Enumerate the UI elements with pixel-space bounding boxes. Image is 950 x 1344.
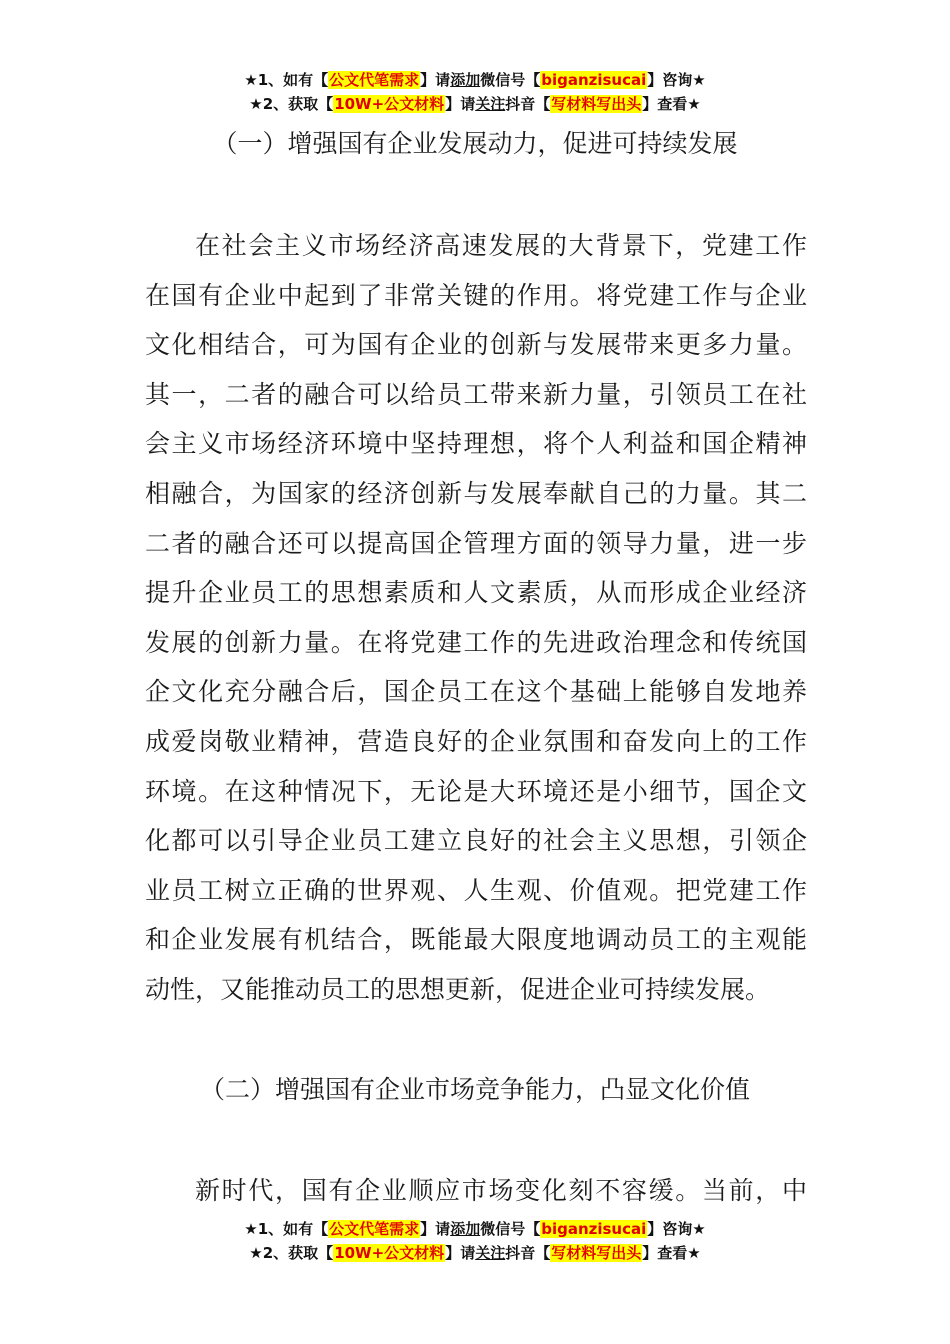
paragraph-line: 发展的创新力量。在将党建工作的先进政治理念和传统国	[145, 627, 807, 657]
promo-highlight: 10W+公文材料	[334, 95, 445, 113]
promo-highlight: 公文代笔需求	[329, 71, 420, 89]
paragraph-line: 其一，二者的融合可以给员工带来新力量，引领员工在社	[145, 379, 807, 409]
promo-text: 微信号【	[480, 1220, 541, 1238]
paragraph-line: 业员工树立正确的世界观、人生观、价值观。把党建工作	[145, 875, 807, 905]
promo-line-2	[0, 92, 950, 116]
promo-text: 】查看★	[642, 95, 701, 113]
promo-text: 】请	[445, 95, 476, 113]
promo-text: 微信号【	[480, 71, 541, 89]
promo-underlined: 关注	[475, 95, 506, 113]
promo-text: 】请	[420, 1220, 451, 1238]
promo-underlined: 添加	[450, 71, 481, 89]
paragraph-line: 在国有企业中起到了非常关键的作用。将党建工作与企业	[145, 280, 807, 310]
promo-text: 】请	[445, 1244, 476, 1262]
promo-wechat-id: biganzisucai	[541, 71, 647, 89]
promo-text: 】查看★	[642, 1244, 701, 1262]
paragraph-line: 新时代，国有企业顺应市场变化刻不容缓。当前，中	[195, 1176, 807, 1205]
promo-douyin-id: 写材料写出头	[551, 1244, 642, 1262]
paragraph-line: 会主义市场经济环境中坚持理想，将个人利益和国企精神	[145, 429, 807, 459]
paragraph-line: 文化相结合，可为国有企业的创新与发展带来更多力量。	[145, 330, 807, 360]
promo-line-1	[0, 1217, 950, 1241]
promo-highlight: 10W+公文材料	[334, 1244, 445, 1262]
paragraph-line: 成爱岗敬业精神，营造良好的企业氛围和奋发向上的工作	[145, 726, 807, 756]
paragraph-1	[145, 221, 807, 1015]
paragraph-line: 动性，又能推动员工的思想更新，促进企业可持续发展。	[145, 974, 771, 1004]
promo-text: 抖音【	[505, 95, 551, 113]
promo-text: ★1、如有【	[244, 71, 329, 89]
paragraph-line: 在社会主义市场经济高速发展的大背景下，党建工作	[195, 231, 807, 260]
section-heading-1: （一）增强国有企业发展动力，促进可持续发展	[212, 129, 738, 158]
promo-text: ★2、获取【	[249, 1244, 334, 1262]
promo-line-2	[0, 1241, 950, 1265]
promo-underlined: 添加	[450, 1220, 481, 1238]
paragraph-line: 环境。在这种情况下，无论是大环境还是小细节，国企文	[145, 776, 807, 806]
promo-line-1	[0, 68, 950, 92]
promo-text: ★2、获取【	[249, 95, 334, 113]
promo-text: 抖音【	[505, 1244, 551, 1262]
promo-highlight: 公文代笔需求	[329, 1220, 420, 1238]
paragraph-line: 化都可以引导企业员工建立良好的社会主义思想，引领企	[145, 826, 807, 856]
paragraph-line: 提升企业员工的思想素质和人文素质，从而形成企业经济	[145, 578, 807, 608]
paragraph-2	[145, 1166, 807, 1216]
paragraph-line: 二者的融合还可以提高国企管理方面的领导力量，进一步	[145, 528, 807, 558]
promo-underlined: 关注	[475, 1244, 506, 1262]
promo-text: 】请	[420, 71, 451, 89]
paragraph-line: 相融合，为国家的经济创新与发展奉献自己的力量。其二	[145, 478, 807, 508]
promo-banner-top	[0, 68, 950, 116]
paragraph-line: 企文化充分融合后，国企员工在这个基础上能够自发地养	[145, 677, 807, 707]
promo-text: 】咨询★	[647, 71, 706, 89]
promo-text: ★1、如有【	[244, 1220, 329, 1238]
section-heading-2: （二）增强国有企业市场竞争能力，凸显文化价值	[199, 1075, 750, 1104]
promo-banner-bottom	[0, 1217, 950, 1265]
promo-wechat-id: biganzisucai	[541, 1220, 647, 1238]
promo-douyin-id: 写材料写出头	[551, 95, 642, 113]
paragraph-line: 和企业发展有机结合，既能最大限度地调动员工的主观能	[145, 925, 807, 955]
promo-text: 】咨询★	[647, 1220, 706, 1238]
